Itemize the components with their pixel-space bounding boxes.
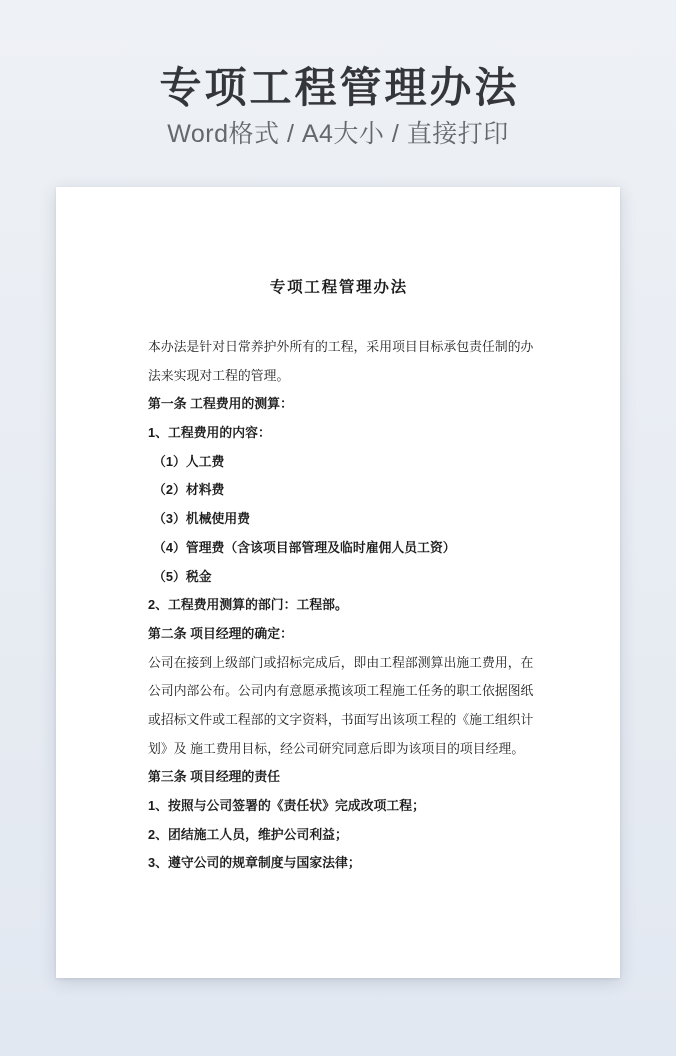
document-line: （2）材料费	[153, 482, 225, 498]
document-line: 公司在接到上级部门或招标完成后，即由工程部测算出施工费用，在	[148, 654, 534, 670]
document-line: 2、工程费用测算的部门：工程部。	[148, 597, 348, 613]
document-title: 专项工程管理办法	[269, 279, 408, 296]
document-line: 划》及 施工费用目标，经公司研究同意后即为该项目的项目经理。	[148, 740, 525, 756]
document-line: 3、遵守公司的规章制度与国家法律；	[148, 855, 361, 871]
document-line: 公司内部公布。公司内有意愿承揽该项工程施工任务的职工依据图纸	[148, 683, 534, 699]
document-line: 第一条 工程费用的测算：	[148, 396, 293, 412]
document-line: 2、团结施工人员，维护公司利益；	[148, 826, 348, 842]
document-line: 1、按照与公司签署的《责任状》完成改项工程；	[148, 798, 425, 813]
document-line: 本办法是针对日常养护外所有的工程，采用项目目标承包责任制的办	[148, 339, 534, 354]
document-line: 1、工程费用的内容：	[148, 425, 271, 441]
document-line: （4）管理费（含该项目部管理及临时雇佣人员工资）	[153, 539, 456, 555]
page-title: 专项工程管理办法	[159, 64, 520, 111]
page-subtitle: Word格式 / A4大小 / 直接打印	[167, 120, 509, 148]
document-body	[148, 333, 560, 878]
document-line: 法来实现对工程的管理。	[148, 367, 290, 383]
document-line: 或招标文件或工程部的文字资料，书面写出该项工程的《施工组织计	[148, 711, 534, 727]
document-line: 第二条 项目经理的确定：	[148, 625, 293, 641]
document-line: （3）机械使用费	[153, 511, 251, 527]
document-line: （5）税金	[153, 568, 212, 584]
document-line: 第三条 项目经理的责任	[148, 769, 281, 785]
document-line: （1）人工费	[153, 453, 225, 469]
document-page	[56, 187, 620, 978]
